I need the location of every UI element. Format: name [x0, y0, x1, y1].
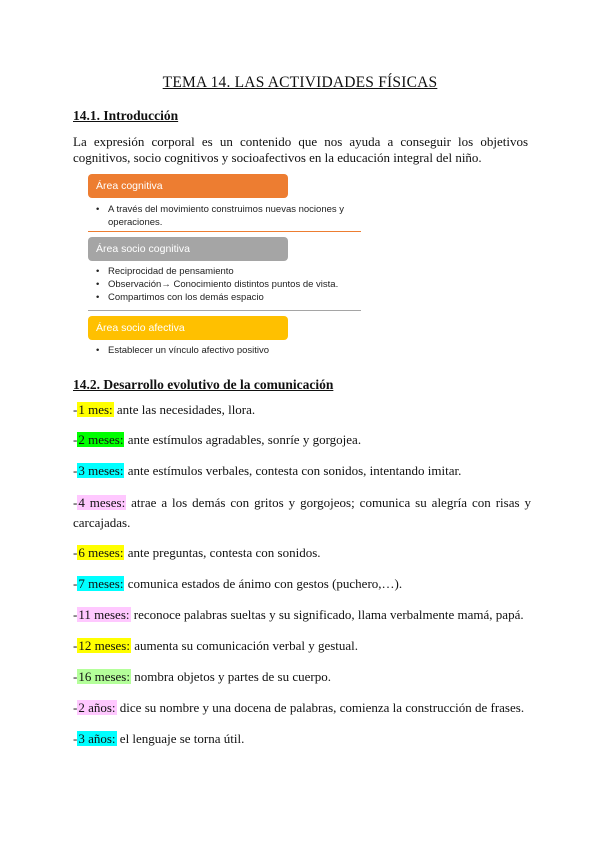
area-cognitive-item: • A través del movimiento construimos nuevas nociones y operaciones. — [102, 203, 361, 229]
age-label: 3 meses: — [78, 463, 124, 478]
section-heading-intro: 14.1. Introducción — [73, 108, 179, 123]
intro-paragraph: La expresión corporal es un contenido que nos ayuda a conseguir los objetivos cognitivos, socio cognitivos y socioafectivos en la educación integral del niño. — [73, 134, 528, 165]
age-label: 12 meses: — [78, 638, 130, 653]
age-label: 11 meses: — [78, 607, 130, 622]
list-item: -11 meses: reconoce palabras sueltas y su significado, llama verbalmente mamá, papá. — [73, 607, 524, 622]
list-item: -2 meses: ante estímulos agradables, sonríe y gorgojea. — [73, 432, 362, 447]
section-heading-development: 14.2. Desarrollo evolutivo de la comunicación — [73, 377, 334, 392]
list-item: -7 meses: comunica estados de ánimo con gestos (puchero,…). — [73, 576, 403, 591]
milestone-text: ante preguntas, contesta con sonidos. — [124, 545, 321, 560]
milestone-text: nombra objetos y partes de su cuerpo. — [130, 669, 331, 684]
area-sociocognitive-box — [88, 261, 361, 311]
list-item: -1 mes: ante las necesidades, llora. — [73, 402, 256, 417]
age-label: 2 años: — [78, 700, 116, 715]
list-item: -12 meses: aumenta su comunicación verbal y gestual. — [73, 638, 359, 653]
area-sociocognitive-item: • Compartimos con los demás espacio — [102, 291, 361, 304]
age-label: 6 meses: — [78, 545, 124, 560]
milestone-text: ante las necesidades, llora. — [113, 402, 256, 417]
milestone-text: atrae a los demás con gritos y gorgojeos; comunica su alegría con risas y carcajadas. — [73, 495, 531, 530]
area-sociocognitive-item: • Reciprocidad de pensamiento — [102, 265, 361, 278]
list-item: -4 meses: atrae a los demás con gritos y gorgojeos; comunica su alegría con risas y carcajadas. — [73, 495, 531, 530]
list-item: -2 años: dice su nombre y una docena de palabras, comienza la construcción de frases. — [73, 700, 525, 715]
list-item: -16 meses: nombra objetos y partes de su cuerpo. — [73, 669, 331, 684]
list-item: -3 meses: ante estímulos verbales, contesta con sonidos, intentando imitar. — [73, 463, 462, 478]
milestone-text: aumenta su comunicación verbal y gestual. — [130, 638, 359, 653]
age-label: 16 meses: — [78, 669, 130, 684]
area-socioaffective-box — [88, 340, 361, 360]
age-label: 3 años: — [78, 731, 116, 746]
area-sociocognitive-header: Área socio cognitiva — [88, 237, 288, 261]
list-item: -6 meses: ante preguntas, contesta con sonidos. — [73, 545, 321, 560]
milestone-text: dice su nombre y una docena de palabras, comienza la construcción de frases. — [116, 700, 525, 715]
area-cognitive-header: Área cognitiva — [88, 174, 288, 198]
area-socioaffective-item: • Establecer un vínculo afectivo positivo — [102, 344, 361, 357]
milestone-text: ante estímulos verbales, contesta con sonidos, intentando imitar. — [124, 463, 462, 478]
age-label: 1 mes: — [78, 402, 113, 417]
milestone-text: reconoce palabras sueltas y su significado, llama verbalmente mamá, papá. — [130, 607, 524, 622]
area-cognitive-box — [88, 198, 361, 232]
milestone-text: el lenguaje se torna útil. — [116, 731, 245, 746]
age-label: 4 meses: — [78, 495, 126, 510]
area-sociocognitive-item: • Observación→ Conocimiento distintos puntos de vista. — [102, 278, 361, 291]
document-title: TEMA 14. LAS ACTIVIDADES FÍSICAS — [162, 74, 438, 91]
milestone-text: ante estímulos agradables, sonríe y gorgojea. — [124, 432, 362, 447]
area-socioaffective-header: Área socio afectiva — [88, 316, 288, 340]
list-item: -3 años: el lenguaje se torna útil. — [73, 731, 245, 746]
age-label: 7 meses: — [78, 576, 124, 591]
milestone-text: comunica estados de ánimo con gestos (puchero,…). — [124, 576, 403, 591]
age-label: 2 meses: — [78, 432, 124, 447]
